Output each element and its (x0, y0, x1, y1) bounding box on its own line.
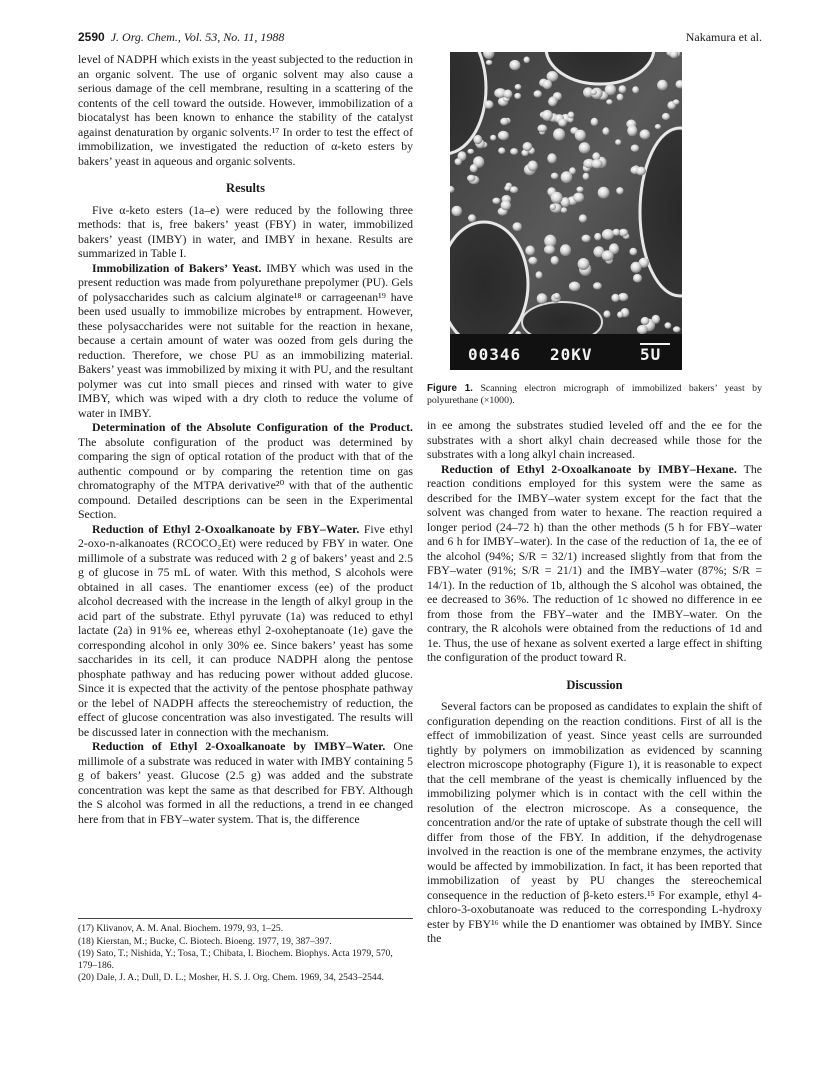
paragraph-imby-water-continued: in ee among the substrates studied leveled off and the ee for the substrates with a short alkyl chain decreased while those for the substrates with a long alkyl chain increased. (427, 418, 762, 462)
yeast-cell (573, 193, 584, 203)
yeast-cell (629, 248, 637, 256)
yeast-cell (631, 145, 639, 152)
yeast-cell (501, 200, 511, 210)
yeast-cell (504, 186, 510, 191)
micrograph-image (450, 52, 682, 370)
left-column (78, 52, 413, 826)
yeast-cell (617, 311, 623, 318)
run-in-heading-imby-water: Reduction of Ethyl 2-Oxoalkanoate by IMBY–Water. (92, 739, 386, 753)
footnote-20: (20) Dale, J. A.; Dull, D. L.; Mosher, H. S. J. Org. Chem. 1969, 34, 2543–2544. (78, 972, 384, 984)
yeast-cell (606, 99, 612, 104)
yeast-cell (605, 84, 616, 95)
yeast-cell (468, 214, 476, 222)
yeast-cell (534, 90, 542, 97)
yeast-cell (500, 118, 508, 125)
yeast-cell (547, 153, 556, 163)
yeast-cell (611, 294, 619, 302)
yeast-cell (514, 93, 521, 99)
yeast-cell (558, 119, 567, 127)
yeast-cell (551, 192, 563, 204)
figure-caption-text: Scanning electron micrograph of immobilized bakers’ yeast by polyurethane (×1000). (427, 383, 762, 406)
page-number: 2590 (78, 30, 105, 44)
yeast-cell (484, 100, 493, 109)
yeast-cell (617, 94, 624, 101)
yeast-cell (665, 322, 672, 328)
figure-label: Figure 1. (427, 383, 473, 394)
yeast-cell (576, 187, 583, 193)
yeast-cell (523, 142, 533, 151)
micrograph-code: 00346 (468, 344, 522, 364)
yeast-cell (602, 127, 609, 135)
yeast-cell (525, 246, 535, 256)
yeast-cell (657, 80, 668, 91)
footnote-19: (19) Sato, T.; Nishida, Y.; Tosa, T.; Chibata, I. Biochem. Biophys. Acta 1979, 570, 179–186. (78, 948, 393, 971)
yeast-cell (594, 233, 601, 241)
yeast-cell (550, 204, 556, 210)
discussion-heading: Discussion (566, 677, 623, 692)
yeast-cell (492, 198, 500, 204)
run-in-heading-immobilization: Immobilization of Bakers’ Yeast. (92, 260, 262, 275)
yeast-cell (455, 158, 462, 165)
run-in-heading-absolute-configuration: Determination of the Absolute Configuration of the Product. (92, 420, 413, 434)
paragraph-results-intro: Five α-keto esters (1a–e) were reduced by the following three methods: that is, free bakers’ yeast (FBY) in water, immobilized bakers’ yeast (IMBY) in water, and IMBY in hexane. Results are summarized in Table I. (78, 202, 413, 260)
yeast-cell (536, 271, 543, 278)
yeast-cell (579, 214, 587, 222)
yeast-cell (561, 171, 573, 183)
yeast-cell (498, 147, 505, 154)
yeast-cell (510, 148, 518, 155)
yeast-cell (528, 161, 538, 172)
yeast-cell (603, 310, 610, 317)
yeast-cell (467, 149, 474, 154)
paragraph-imby-hexane (427, 462, 762, 665)
yeast-cell (551, 173, 559, 180)
yeast-cell (615, 139, 621, 145)
yeast-cell (544, 245, 555, 254)
yeast-cell (537, 293, 548, 304)
right-column (427, 52, 762, 946)
figure-1-micrograph (450, 52, 682, 370)
run-in-heading-imby-hexane: Reduction of Ethyl 2-Oxoalkanoate by IMBY–Hexane. (441, 461, 737, 476)
yeast-cell (591, 159, 602, 168)
yeast-cell (473, 135, 482, 144)
yeast-cell (470, 164, 478, 172)
yeast-cell (602, 229, 614, 240)
header-citation (78, 30, 284, 45)
yeast-cell (637, 325, 648, 334)
yeast-cell (524, 57, 530, 64)
yeast-cell (515, 84, 522, 90)
paragraph-immobilization (78, 261, 413, 421)
scale-bar (640, 343, 670, 345)
header-authors: Nakamura et al. (685, 30, 762, 44)
yeast-cell (503, 90, 512, 99)
yeast-cell (490, 135, 496, 141)
yeast-cell (632, 86, 639, 93)
yeast-cell (591, 118, 599, 126)
yeast-cell (510, 186, 518, 193)
running-header (78, 30, 762, 46)
yeast-cell (633, 274, 642, 283)
text-imby-hexane: The reaction conditions employed for this system were the same as described for the IMBY–water system except for the fact that the solvent was changed from water to hexane. The reaction required a longer period (24–72 h) than the other methods (5 h for FBY–water and 6 h for IMBY–water). In the case of the reduction of 1a, the ee of the alcohol (94%; S/R = 32/1) increased slightly from that from the FBY–water (91%; S/R = 21/1) and the IMBY–water (87%; S/R = 14/1). In the reduction of 1b, although the S alcohol was obtained, the ee decreased to 36%. The reduction of 1c showed no difference in ee from those from the FBY–water and the IMBY–water. On the contrary, the R alcohols were obtained from the reductions of 1d and 1e. Thus, the use of hexane as solvent exerted a large effect in shifting the configuration of the product toward R. (427, 461, 762, 665)
yeast-cell (631, 262, 642, 273)
micrograph-voltage: 20KV (550, 344, 593, 364)
paragraph-imby-water (78, 739, 413, 826)
yeast-cell (591, 90, 597, 95)
yeast-cell (652, 315, 660, 324)
yeast-cell (509, 60, 520, 70)
footnotes (78, 918, 413, 985)
yeast-cell (548, 97, 557, 106)
yeast-cell (553, 128, 565, 140)
yeast-cell (618, 293, 628, 301)
yeast-cell (673, 326, 681, 332)
yeast-cell (593, 282, 602, 289)
text-fby-water: Five ethyl 2-oxo-n-alkanoates (RCOCO₂Et) were reduced by FBY in water. One millimole of a substrate was reduced with 2 g of bakers’ yeast and 2.5 g of glucose in 75 mL of water. With this method, S alcohols were obtained in all cases. The enantiomer excess (ee) of the product alcohol decreased with the increase in the length of alkyl group in the acid part of the substrate. Ethyl pyruvate (1a) was reduced to ethyl lactate (2a) in 91% ee, whereas ethyl 2-oxoheptanoate (1e) gave the corresponding alcohol in only 30% ee. Since bakers’ yeast has some saccharides in its cell, it can produce NADPH along the pentose phosphate pathway and has reducing power without added glucose. Since it is expected that the activity of the pentose phosphate pathway or the lebel of NADPH affects the stereochemistry of reduction, the effect of glucose concentration was also investigated. The results will be discussed later in connection with the mechanism. (78, 521, 414, 739)
results-heading: Results (226, 181, 265, 195)
text-absolute-configuration: The absolute configuration of the product was determined by comparing the sign of optical rotation of the product with that of the authentic compound or by comparing the retention time on gas chromatography of the MTPA derivative²⁰ with that of the authentic compound. Detailed descriptions can be seen in the Experimental Section. (78, 434, 413, 521)
yeast-cell (452, 206, 463, 217)
yeast-cell (673, 99, 680, 104)
yeast-cell (602, 250, 614, 261)
micrograph-data-bar (450, 334, 682, 370)
yeast-cell (636, 167, 646, 176)
yeast-cell (467, 175, 475, 182)
yeast-cell (579, 142, 591, 153)
yeast-cell (655, 124, 661, 129)
footnote-rule (78, 918, 413, 919)
yeast-cell (569, 282, 580, 292)
paragraph-intro-continued: level of NADPH which exists in the yeast subjected to the reduction in an organic solvent. The use of organic solvent may also cause a serious damage of the cell membrane, resulting in a scattering of the contents of the cell toward the outside. However, immobilization of a biocatalyst has been known to enhance the stability of the catalyst against denaturation by organic solvents.¹⁷ In order to test the effect of immobilization, we investigated the reduction of α-keto esters by bakers’ yeast in aqueous and organic solvents. (78, 52, 413, 168)
yeast-cell (627, 125, 637, 136)
yeast-cell (542, 80, 552, 90)
footnote-18: (18) Kierstan, M.; Bucke, C. Biotech. Bioeng. 1977, 19, 387–397. (78, 935, 332, 947)
yeast-cell (598, 187, 610, 199)
yeast-cell (583, 173, 590, 180)
paragraph-fby-water (78, 522, 413, 740)
yeast-cell (568, 112, 575, 119)
run-in-heading-fby-water: Reduction of Ethyl 2-Oxoalkanoate by FBY–Water. (92, 521, 360, 536)
yeast-cell (640, 129, 651, 139)
yeast-cell (528, 257, 537, 265)
footnote-17: (17) Klivanov, A. M. Anal. Biochem. 1979, 93, 1–25. (78, 923, 284, 934)
yeast-cell (612, 229, 620, 236)
journal-name: J. Org. Chem., (110, 30, 181, 44)
yeast-cell (537, 125, 547, 133)
text-imby-water: One millimole of a substrate was reduced in water with IMBY containing 5 g of bakers’ yeast. Glucose (2.5 g) was added and the substrate concentration was kept the same as that described for FBY. Although the S alcohol was formed in all the reductions, a trend in ee changed here from that in FBY–water system. That is, the difference (78, 739, 413, 826)
yeast-cell (662, 113, 670, 120)
yeast-cell (641, 317, 650, 325)
paragraph-absolute-configuration (78, 420, 413, 522)
yeast-cell (575, 130, 586, 141)
text-immobilization: IMBY which was used in the present reduction was made from polyurethane prepolymer (PU). Gels of polysaccharides such as calcium alginate¹⁸ or carrageenan¹⁹ have been used usually to immobilize microbes by entrapment. However, these polysaccharides were not suitable for the reaction in hexane, because a certain amount of water was oozed from gels during the reduction. Therefore, we chose PU as an immobilizing material. Bakers’ yeast was immobilized by mixing it with PU, and the resultant polymer was cut into small pieces and rinsed with water to give IMBY, which was wiped with a dry cloth to reduce the volume of water in IMBY. (78, 260, 413, 420)
paragraph-discussion: Several factors can be proposed as candidates to explain the shift of configuration depending on the reaction conditions. First of all is the effect of immobilization of yeast. Since yeast cells are surrounded tightly by polymers on immobilization as evidenced by scanning electron microscope photography (Figure 1), it is reasonable to expect that the cell membrane of the yeast is chemically influenced by the immobilizing polymer which is in contact with the cell within the resolution of the electron microscope. As a consequence, the concentration and/or the rate of uptake of substrate though the cell will differ from those of the FBY. In addition, if the dehydrogenase involved in the reaction is one of the membrane enzymes, the activity would be affected by immobilization. In fact, it has been reported that immobilization of yeast by PU changes the stereochemical consequence in the reduction of β-keto esters.¹⁵ For example, ethyl 4-chloro-3-oxobutanoate was reduced to the corresponding L-hydroxy ester by FBY¹⁶ while the D enantiomer was obtained by IMBY. Since the (427, 699, 762, 946)
yeast-cell (498, 131, 509, 140)
yeast-cell (513, 222, 522, 231)
yeast-cell (486, 60, 493, 65)
yeast-cell (554, 293, 561, 299)
yeast-cell (560, 244, 571, 256)
yeast-cell (619, 85, 627, 93)
figure-1-caption (427, 383, 762, 406)
yeast-cell (582, 235, 591, 243)
yeast-cell (542, 110, 553, 121)
yeast-cell (578, 258, 590, 270)
yeast-cell (616, 187, 623, 194)
volume-info: Vol. 53, No. 11, 1988 (183, 30, 285, 44)
micrograph-scale-label: 5U (640, 344, 662, 364)
yeast-cell (551, 256, 559, 265)
